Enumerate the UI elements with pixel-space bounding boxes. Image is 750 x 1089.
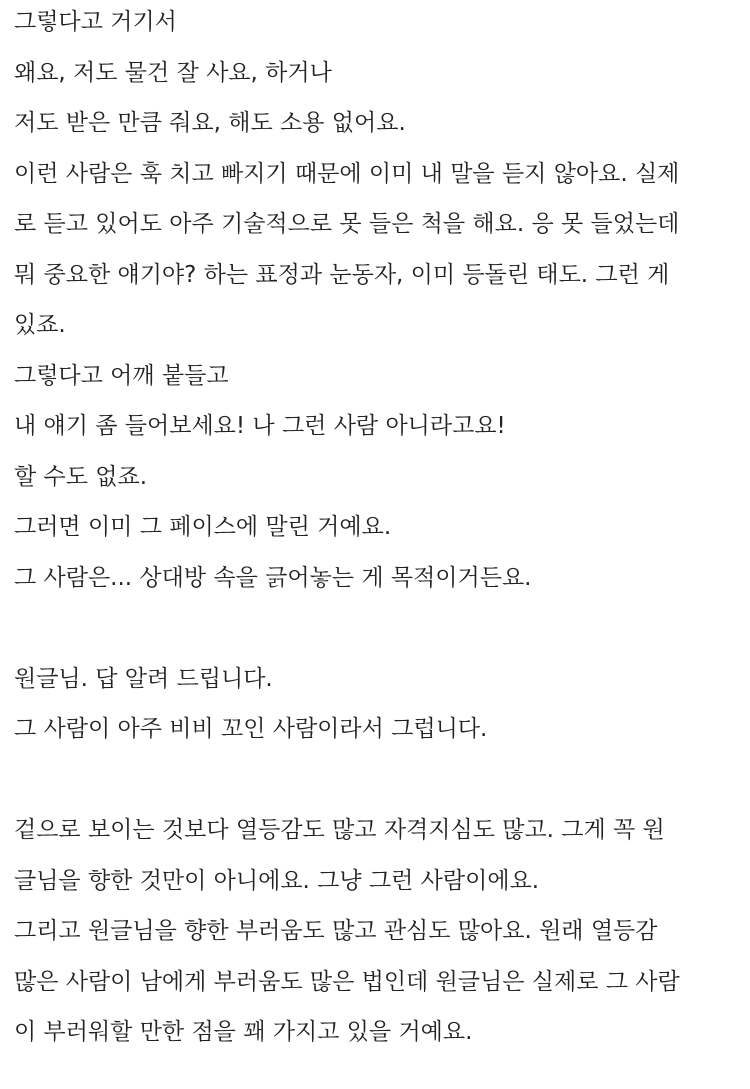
text-line: 그 사람은... 상대방 속을 긁어놓는 게 목적이거든요. bbox=[14, 564, 532, 591]
text-line: 그러면 이미 그 페이스에 말린 거예요. bbox=[14, 514, 392, 540]
text-line: 내 얘기 좀 들어보세요! 나 그런 사람 아니라고요! bbox=[14, 413, 506, 439]
text-line: 그렇다고 거기서 bbox=[14, 9, 177, 35]
text-line: 그렇다고 어깨 붙들고 bbox=[14, 362, 229, 389]
text-line: 뭐 중요한 얘기야? 하는 표정과 눈동자, 이미 등돌린 태도. 그런 게 bbox=[14, 261, 670, 288]
text-line: 글님을 향한 것만이 아니에요. 그냥 그런 사람이에요. bbox=[14, 867, 540, 894]
text-line: 이런 사람은 훅 치고 빠지기 때문에 이미 내 말을 듣지 않아요. 실제 bbox=[14, 160, 680, 187]
text-line: 있죠. bbox=[14, 312, 66, 338]
document-body bbox=[14, 0, 736, 1061]
text-line: 할 수도 없죠. bbox=[14, 463, 148, 490]
text-line: 원글님. 답 알려 드립니다. bbox=[14, 665, 273, 692]
paragraph-gap bbox=[14, 606, 736, 657]
paragraph-gap bbox=[14, 758, 736, 809]
text-line: 왜요, 저도 물건 잘 사요, 하거나 bbox=[14, 59, 332, 86]
text-line: 그리고 원글님을 향한 부러움도 많고 관심도 많아요. 원래 열등감 bbox=[14, 918, 658, 944]
text-line: 많은 사람이 남에게 부러움도 많은 법인데 원글님은 실제로 그 사람 bbox=[14, 968, 680, 995]
text-line: 그 사람이 아주 비비 꼬인 사람이라서 그럽니다. bbox=[14, 716, 488, 742]
text-line: 로 듣고 있어도 아주 기술적으로 못 들은 척을 해요. 응 못 들었는데 bbox=[14, 211, 680, 237]
text-line: 저도 받은 만큼 줘요, 해도 소용 없어요. bbox=[14, 110, 406, 136]
text-line: 이 부러워할 만한 점을 꽤 가지고 있을 거예요. bbox=[14, 1019, 473, 1045]
text-line: 겉으로 보이는 것보다 열등감도 많고 자격지심도 많고. 그게 꼭 원 bbox=[14, 817, 665, 843]
